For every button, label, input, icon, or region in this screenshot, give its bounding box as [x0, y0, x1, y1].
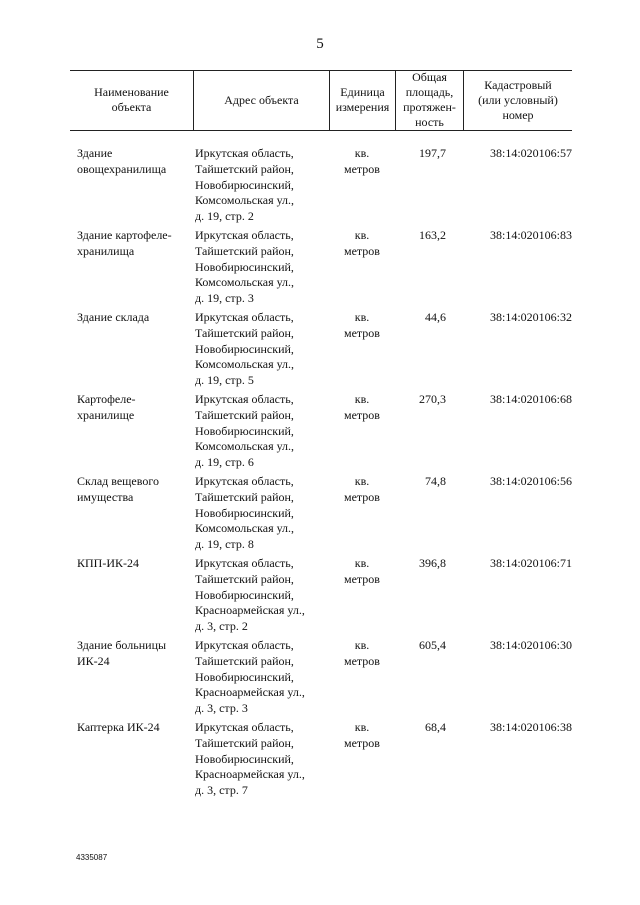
header-label: Адрес объекта	[224, 92, 299, 107]
page-number: 5	[316, 36, 324, 52]
cadastral-number: 38:14:020106:32	[489, 310, 572, 324]
object-name: Здание овощехранилища	[77, 146, 167, 176]
object-area: 68,4	[425, 720, 446, 734]
table-row	[0, 556, 640, 638]
measure-unit: кв. метров	[344, 228, 380, 258]
header-label: Единица измерения	[335, 85, 390, 114]
object-address: Иркутская область, Тайшетский район, Новобирюсинский, Красноармейская ул., д. 3, стр. 3	[195, 638, 305, 716]
table-row	[0, 228, 640, 310]
measure-unit: кв. метров	[344, 310, 380, 340]
object-name: Здание картофеле- хранилища	[77, 228, 172, 258]
measure-unit: кв. метров	[344, 146, 380, 176]
measure-unit: кв. метров	[344, 638, 380, 668]
cadastral-number: 38:14:020106:83	[489, 228, 572, 242]
table-row	[0, 720, 640, 802]
header-bottom-rule	[70, 130, 572, 131]
object-area: 74,8	[425, 474, 446, 488]
object-area: 197,7	[419, 146, 446, 160]
header-cell-name	[70, 70, 193, 130]
object-address: Иркутская область, Тайшетский район, Новобирюсинский, Комсомольская ул., д. 19, стр. 6	[195, 392, 295, 470]
measure-unit: кв. метров	[344, 474, 380, 504]
object-area: 605,4	[419, 638, 446, 652]
header-label: Кадастровый (или условный) номер	[478, 77, 558, 122]
measure-unit: кв. метров	[344, 392, 380, 422]
table-row	[0, 146, 640, 228]
object-address: Иркутская область, Тайшетский район, Новобирюсинский, Красноармейская ул., д. 3, стр. 7	[195, 720, 305, 798]
cadastral-number: 38:14:020106:56	[489, 474, 572, 488]
table-row	[0, 638, 640, 720]
object-address: Иркутская область, Тайшетский район, Новобирюсинский, Комсомольская ул., д. 19, стр. 3	[195, 228, 295, 306]
object-area: 163,2	[419, 228, 446, 242]
cadastral-number: 38:14:020106:38	[489, 720, 572, 734]
cadastral-number: 38:14:020106:71	[489, 556, 572, 570]
object-address: Иркутская область, Тайшетский район, Новобирюсинский, Комсомольская ул., д. 19, стр. 2	[195, 146, 295, 224]
cadastral-number: 38:14:020106:30	[489, 638, 572, 652]
table-row	[0, 474, 640, 556]
cadastral-number: 38:14:020106:57	[489, 146, 572, 160]
header-label: Общая площадь, протяжен- ность	[403, 70, 456, 129]
header-cell-area	[396, 70, 463, 130]
object-name: Каптерка ИК-24	[77, 720, 160, 734]
object-address: Иркутская область, Тайшетский район, Новобирюсинский, Красноармейская ул., д. 3, стр. 2	[195, 556, 305, 634]
object-name: Здание склада	[77, 310, 150, 324]
header-cell-cadastral	[464, 70, 572, 130]
object-area: 396,8	[419, 556, 446, 570]
object-address: Иркутская область, Тайшетский район, Новобирюсинский, Комсомольская ул., д. 19, стр. 5	[195, 310, 295, 388]
object-address: Иркутская область, Тайшетский район, Новобирюсинский, Комсомольская ул., д. 19, стр. 8	[195, 474, 295, 552]
document-code: 4335087	[76, 853, 108, 862]
measure-unit: кв. метров	[344, 720, 380, 750]
header-label: Наименование объекта	[94, 85, 169, 114]
table-body	[0, 146, 640, 802]
cadastral-number: 38:14:020106:68	[489, 392, 572, 406]
object-area: 44,6	[425, 310, 446, 324]
object-name: Склад вещевого имущества	[77, 474, 159, 504]
header-cell-unit	[330, 70, 395, 130]
table-row	[0, 310, 640, 392]
object-area: 270,3	[419, 392, 446, 406]
object-name: Здание больницы ИК-24	[77, 638, 167, 668]
table-row	[0, 392, 640, 474]
measure-unit: кв. метров	[344, 556, 380, 586]
object-name: Картофеле- хранилище	[77, 392, 136, 422]
header-cell-address	[194, 70, 329, 130]
object-name: КПП-ИК-24	[77, 556, 139, 570]
